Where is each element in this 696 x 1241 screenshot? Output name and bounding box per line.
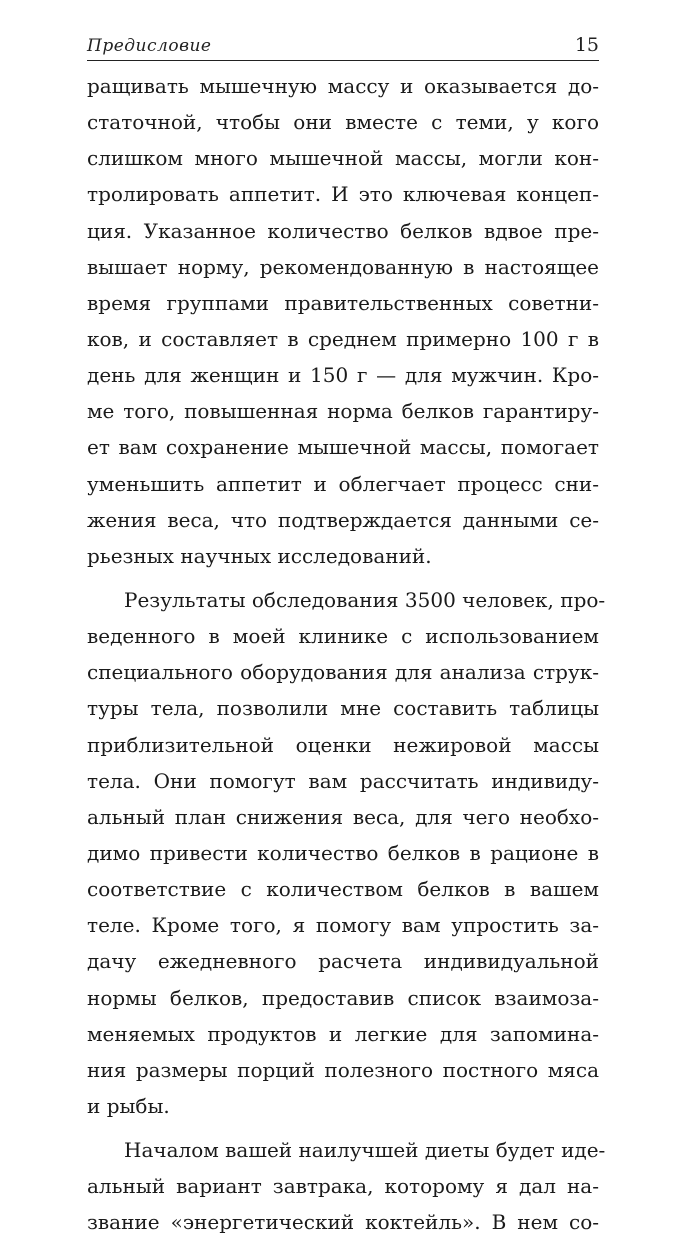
text-line: день для женщин и 150 г — для мужчин. Кро- [87, 363, 599, 388]
text-line: специального оборудования для анализа струк- [87, 660, 599, 685]
text-line: меняемых продуктов и легкие для запомина- [87, 1021, 599, 1046]
text-line: ция. Указанное количество белков вдвое пре- [87, 218, 599, 243]
text-line: димо привести количество белков в рационе в [87, 840, 599, 865]
paragraph-2 [87, 582, 606, 1124]
paragraph-gap [87, 574, 599, 582]
text-line: альный вариант завтрака, которому я дал на- [87, 1174, 599, 1199]
text-line: уменьшить аппетит и облегчает процесс сни- [87, 471, 599, 496]
text-line: слишком много мышечной массы, могли кон- [87, 146, 599, 171]
running-header [87, 30, 599, 61]
text-line: нормы белков, предоставив список взаимоза- [87, 985, 599, 1010]
paragraph-1 [87, 68, 599, 574]
text-line: тела. Они помогут вам рассчитать индивиду- [87, 768, 599, 793]
text-line: дачу ежедневного расчета индивидуальной [87, 949, 599, 974]
text-line: звание «энергетический коктейль». В нем со- [87, 1210, 599, 1235]
text-line: жения веса, что подтверждается данными се- [87, 507, 599, 532]
text-line: туры тела, позволили мне составить таблицы [87, 696, 599, 721]
text-line: ме того, повышенная норма белков гарантиру- [87, 399, 599, 424]
text-line: соответствие с количеством белков в вашем [87, 877, 599, 902]
text-line: альный план снижения веса, для чего необхо- [87, 804, 599, 829]
text-line: Началом вашей наилучшей диеты будет иде- [124, 1138, 606, 1163]
running-head-title: Предисловие [87, 36, 212, 56]
text-line: вышает норму, рекомендованную в настоящее [87, 254, 599, 279]
text-line: Результаты обследования 3500 человек, про- [124, 587, 606, 612]
text-line: статочной, чтобы они вместе с теми, у кого [87, 110, 599, 135]
text-line: время группами правительственных советни- [87, 290, 599, 315]
text-line: ет вам сохранение мышечной массы, помогает [87, 435, 599, 460]
text-line: ния размеры порций полезного постного мяса [87, 1057, 599, 1082]
paragraph-gap [87, 1124, 599, 1132]
text-line: теле. Кроме того, я помогу вам упростить за- [87, 913, 599, 938]
text-line: ращивать мышечную массу и оказывается до- [87, 74, 599, 98]
text-line: ков, и составляет в среднем примерно 100 г в [87, 326, 599, 351]
page-number: 15 [574, 34, 599, 56]
text-line: веденного в моей клинике с использованием [87, 624, 599, 649]
paragraph-3 [87, 1132, 606, 1240]
body-text [87, 68, 606, 1241]
text-line: и рыбы. [87, 1093, 170, 1118]
text-line: тролировать аппетит. И это ключевая концеп- [87, 182, 599, 207]
text-line: рьезных научных исследований. [87, 543, 432, 568]
text-line: приблизительной оценки нежировой массы [87, 732, 599, 757]
